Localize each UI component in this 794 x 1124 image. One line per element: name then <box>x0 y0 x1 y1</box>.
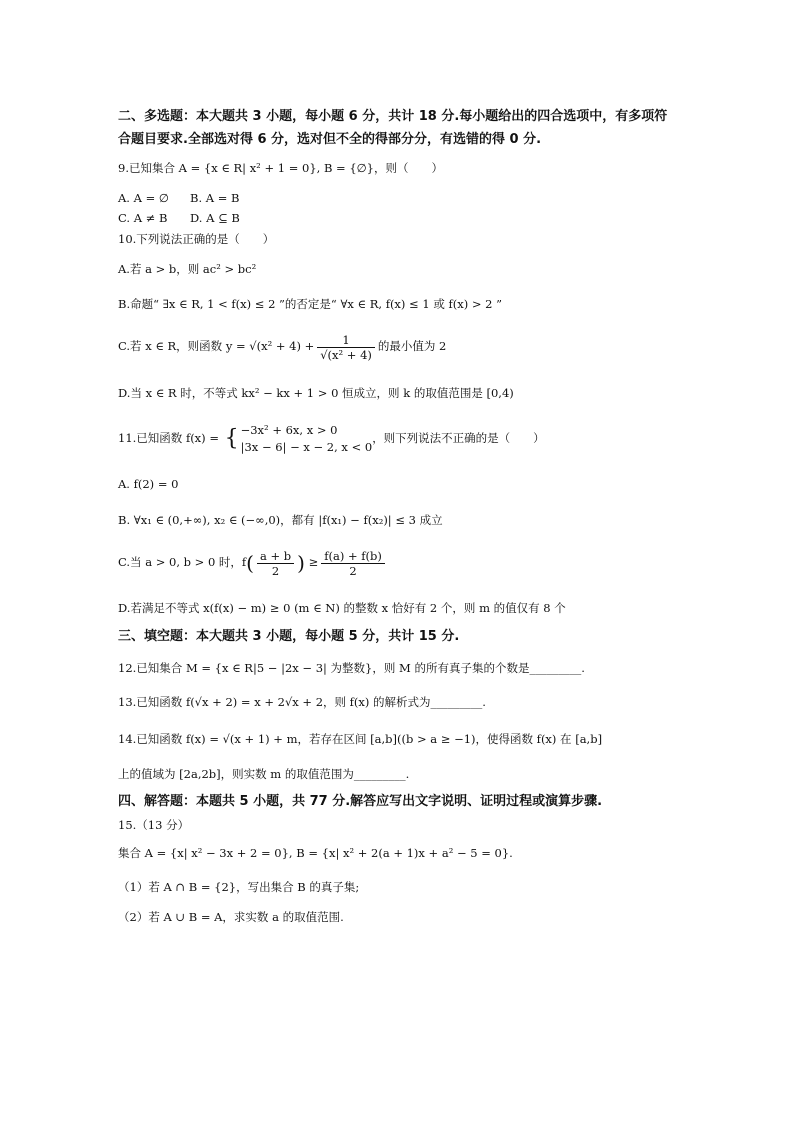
question-12: 12.已知集合 M = {x ∈ R|5 − |2x − 3| 为整数}，则 M 的所有真子集的个数是_________. <box>118 661 585 675</box>
question-15-part-1: （1）若 A ∩ B = {2}，写出集合 B 的真子集; <box>118 880 360 894</box>
fraction-numerator: f(a) + f(b) <box>321 549 385 564</box>
fraction-denominator: √(x² + 4) <box>320 347 372 362</box>
question-10-stem: 10.下列说法正确的是（ ） <box>118 232 275 246</box>
question-11-option-c-left-fraction <box>257 549 294 578</box>
question-9-option-d: D. A ⊆ B <box>190 211 240 225</box>
right-paren-icon: ) <box>297 551 305 575</box>
section-multiple-choice-title-line1: 二、多选题：本大题共 3 小题，每小题 6 分，共计 18 分.每小题给出的四合选项中，有多项符 <box>118 109 668 124</box>
question-10-option-b: B.命题“ ∃x ∈ R, 1 < f(x) ≤ 2 ”的否定是“ ∀x ∈ R, f(x) ≤ 1 或 f(x) > 2 ” <box>118 297 502 311</box>
fraction-denominator: 2 <box>349 563 357 578</box>
left-brace-icon: { <box>224 426 239 451</box>
question-9-option-b: B. A = B <box>190 191 240 205</box>
question-15-sets: 集合 A = {x| x² − 3x + 2 = 0}, B = {x| x² + 2(a + 1)x + a² − 5 = 0}. <box>118 846 513 860</box>
question-10-option-c-prefix: C.若 x ∈ R，则函数 y = √(x² + 4) + <box>118 339 315 353</box>
question-9-option-c: C. A ≠ B <box>118 211 168 225</box>
question-10-option-c <box>118 331 446 362</box>
question-10-option-c-fraction <box>317 333 375 362</box>
piecewise-case-1: −3x² + 6x, x > 0 <box>240 423 338 437</box>
question-13: 13.已知函数 f(√x + 2) = x + 2√x + 2，则 f(x) 的解析式为_________. <box>118 695 486 709</box>
section-fill-in-title: 三、填空题：本大题共 3 小题，每小题 5 分，共计 15 分. <box>118 629 460 644</box>
question-15-heading: 15.（13 分） <box>118 818 190 832</box>
question-10-option-c-suffix: 的最小值为 2 <box>377 339 447 353</box>
fraction-numerator: 1 <box>317 333 375 348</box>
question-14-line2: 上的值域为 [2a,2b]，则实数 m 的取值范围为_________. <box>118 767 410 781</box>
fraction-denominator: 2 <box>271 563 280 578</box>
greater-equal-sign: ≥ <box>308 555 319 569</box>
question-11-option-d: D.若满足不等式 x(f(x) − m) ≥ 0 (m ∈ N) 的整数 x 恰好有 2 个，则 m 的值仅有 8 个 <box>118 601 566 615</box>
question-11-stem-prefix: 11.已知函数 f(x) = <box>118 431 219 445</box>
question-14-line1: 14.已知函数 f(x) = √(x + 1) + m，若存在区间 [a,b]((b > a ≥ −1)，使得函数 f(x) 在 [a,b] <box>118 732 603 746</box>
question-9-stem: 9.已知集合 A = {x ∈ R| x² + 1 = 0}, B = {∅}，则（ ） <box>118 161 443 175</box>
question-11-option-c-right-fraction <box>321 549 385 578</box>
question-11-stem <box>118 421 545 456</box>
piecewise-case-2: |3x − 6| − x − 2, x < 0 <box>240 440 373 454</box>
section-multiple-choice-title-line2: 合题目要求.全部选对得 6 分，选对但不全的得部分分，有选错的得 0 分. <box>118 132 542 147</box>
section-answer-title: 四、解答题：本题共 5 小题，共 77 分.解答应写出文字说明、证明过程或演算步骤. <box>118 794 603 809</box>
piecewise-cases <box>241 422 373 456</box>
question-10-option-a: A.若 a > b，则 ac² > bc² <box>118 262 257 276</box>
question-11-stem-suffix: ，则下列说法不正确的是（ ） <box>372 431 545 445</box>
left-paren-icon: ( <box>246 551 254 575</box>
question-11-option-b: B. ∀x₁ ∈ (0,+∞), x₂ ∈ (−∞,0)，都有 |f(x₁) − f(x₂)| ≤ 3 成立 <box>118 513 443 527</box>
question-10-option-d: D.当 x ∈ R 时，不等式 kx² − kx + 1 > 0 恒成立，则 k 的取值范围是 [0,4) <box>118 386 514 400</box>
question-15-part-2: （2）若 A ∪ B = A，求实数 a 的取值范围. <box>118 910 344 924</box>
fraction-numerator: a + b <box>257 549 294 564</box>
question-11-option-c-prefix: C.当 a > 0, b > 0 时，f <box>118 555 247 569</box>
question-9-option-a: A. A = ∅ <box>118 191 169 205</box>
question-11-option-c <box>118 547 388 578</box>
question-11-option-a: A. f(2) = 0 <box>118 477 179 491</box>
